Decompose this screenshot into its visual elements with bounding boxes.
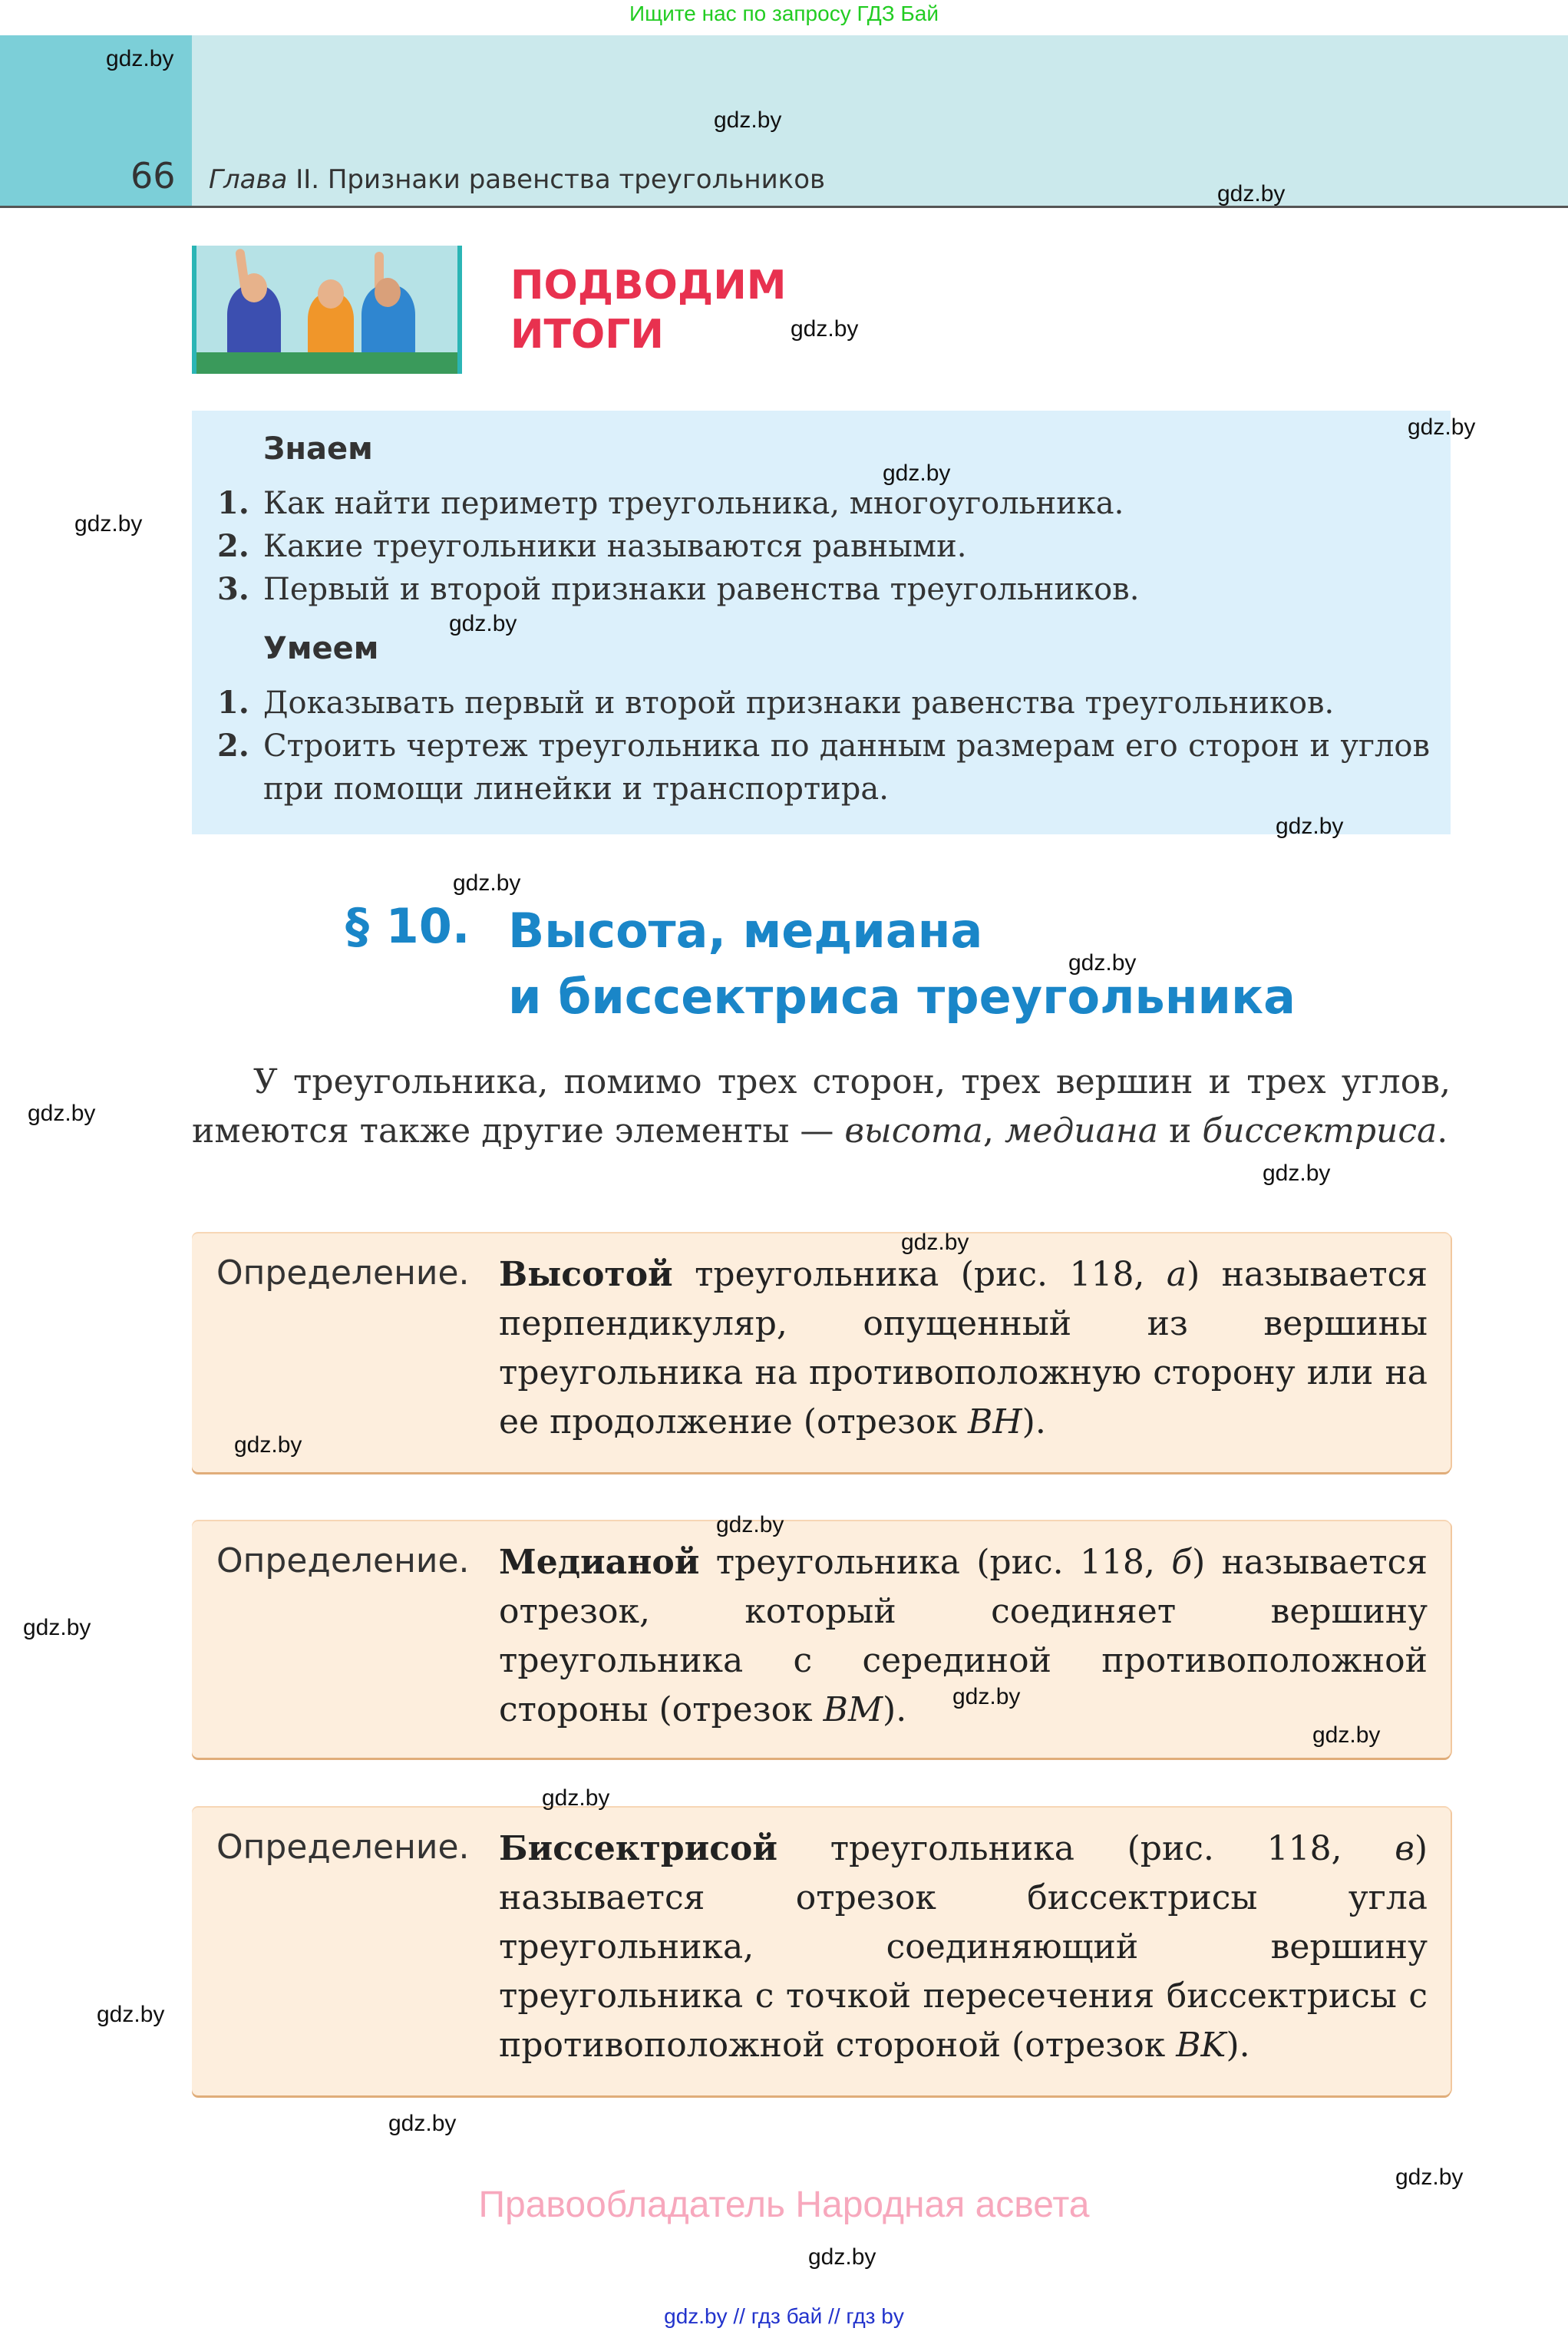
watermark: gdz.by — [1217, 181, 1286, 206]
watermark: gdz.by — [23, 1615, 91, 1640]
summary-title-line1: ПОДВОДИМ — [510, 263, 787, 309]
copyright-owner: Правообладатель Народная асвета — [478, 2184, 1090, 2225]
definition-label: Определение. — [216, 1541, 470, 1580]
chapter-label: Глава — [209, 164, 288, 195]
watermark: gdz.by — [74, 511, 143, 537]
watermark: gdz.by — [542, 1785, 610, 1811]
watermark: gdz.by — [1068, 950, 1137, 976]
watermark: gdz.by — [808, 2244, 876, 2270]
section-number: § 10. — [345, 898, 470, 954]
chapter-name: II. Признаки равенства треугольников — [287, 164, 826, 195]
watermark: gdz.by — [1263, 1161, 1331, 1186]
watermark: gdz.by — [1312, 1722, 1381, 1748]
watermark: gdz.by — [791, 316, 859, 342]
definition-altitude — [192, 1233, 1451, 1472]
watermark: gdz.by — [388, 2111, 457, 2136]
can-item: 2. Строить чертеж треугольника по данным размерам его сторон и углов при помощи линейки и транспортира. — [217, 728, 1430, 807]
header-divider — [0, 206, 1568, 208]
term-altitude: высота — [844, 1111, 983, 1151]
definition-bisector — [192, 1808, 1451, 2095]
term-bisector: биссектриса — [1202, 1111, 1438, 1151]
top-banner: Ищите нас по запросу ГДЗ Бай — [629, 2, 939, 25]
know-item: 3. Первый и второй признаки равенства треугольников. — [217, 571, 1140, 607]
know-item: 1. Как найти периметр треугольника, многоугольника. — [217, 485, 1124, 521]
intro-paragraph: У треугольника, помимо трех сторон, трех вершин и трех углов, имеются также другие элементы — высота, медиана и биссектриса. — [192, 1062, 1451, 1151]
page-number: 66 — [130, 155, 176, 196]
watermark: gdz.by — [714, 107, 782, 133]
watermark: gdz.by — [449, 611, 517, 636]
watermark: gdz.by — [234, 1432, 302, 1458]
watermark: gdz.by — [952, 1684, 1021, 1709]
summary-title-line2: ИТОГИ — [510, 312, 664, 358]
footer-links[interactable]: gdz.by // гдз бай // гдз by — [664, 2304, 904, 2328]
definition-text: Медианой треугольника (рис. 118, б) называется отрезок, который соединяет вершину треугольника с серединой противоположной стороны (отрезок BM). — [499, 1543, 1428, 1729]
know-item: 2. Какие треугольники называются равными. — [217, 528, 967, 564]
definition-text: Высотой треугольника (рис. 118, а) называется перпендикуляр, опущенный из вершины треугольника на противоположную сторону или на ее продолжение (отрезок BH). — [499, 1255, 1428, 1441]
definition-text: Биссектрисой треугольника (рис. 118, в) называется отрезок биссектрисы угла треугольника, соединяющий вершину треугольника с точкой пересечения биссектрисы с противоположной стороной (отрезок BK). — [499, 1829, 1428, 2065]
watermark: gdz.by — [106, 46, 174, 71]
watermark: gdz.by — [453, 870, 521, 896]
know-heading: Знаем — [263, 431, 373, 467]
watermark: gdz.by — [1276, 814, 1344, 839]
definition-label: Определение. — [216, 1828, 470, 1867]
can-item: 1. Доказывать первый и второй признаки равенства треугольников. — [217, 685, 1335, 721]
definition-median — [192, 1521, 1451, 1758]
watermark: gdz.by — [1395, 2165, 1464, 2190]
term-median: медиана — [1004, 1111, 1159, 1151]
pupils-illustration — [192, 246, 462, 374]
watermark: gdz.by — [716, 1512, 784, 1537]
watermark: gdz.by — [901, 1230, 969, 1255]
definition-label: Определение. — [216, 1253, 470, 1293]
watermark: gdz.by — [1408, 414, 1476, 440]
watermark: gdz.by — [883, 461, 951, 486]
chapter-title — [209, 164, 825, 195]
watermark: gdz.by — [97, 2002, 165, 2027]
summary-title — [510, 261, 786, 359]
watermark: gdz.by — [28, 1101, 96, 1126]
section-title: Высота, медиана и биссектриса треугольника — [508, 903, 1296, 1025]
can-heading: Умеем — [263, 631, 379, 666]
